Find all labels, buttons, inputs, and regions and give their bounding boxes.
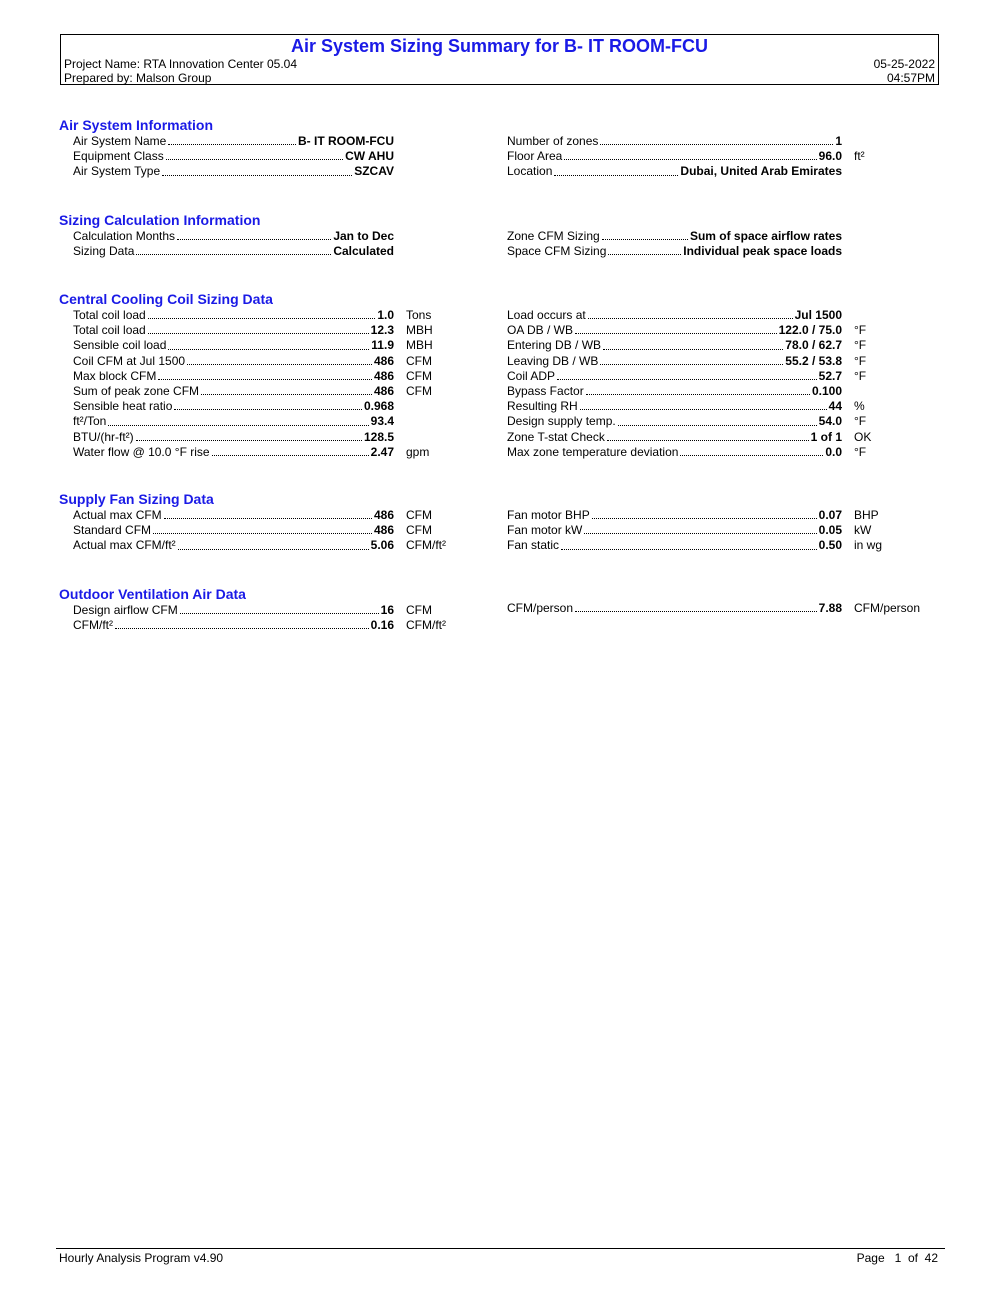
field-row [507,445,842,460]
unit: °F [854,368,867,383]
field-value: 78.0 / 62.7 [785,338,842,353]
field-label: Sum of peak zone CFM [73,383,200,398]
field-label: OA DB / WB [507,323,574,338]
field-value: B- IT ROOM-FCU [298,134,394,148]
field-value: 128.5 [363,429,394,444]
unit: CFM/person [854,601,921,615]
field-label: Air System Name [73,134,167,148]
cooling-coil-right-units [854,308,871,460]
leader-dots [680,454,823,456]
field-label: Standard CFM [73,523,152,538]
page-number: Page 1 of 42 [856,1251,938,1265]
unit: OK [854,429,872,444]
field-row [73,618,394,633]
unit: CFM [406,353,432,368]
field-value: 0.968 [363,399,394,414]
field-row [73,354,394,369]
field-row [507,601,842,616]
field-row [507,244,842,259]
leader-dots [212,454,369,456]
section-title-sizing-calc: Sizing Calculation Information [59,212,261,228]
field-label: Water flow @ 10.0 °F rise [73,444,210,459]
leader-dots [187,363,372,365]
field-row [73,338,394,353]
program-version: Hourly Analysis Program v4.90 [59,1251,224,1265]
field-value: 486 [373,383,394,398]
leader-dots [166,158,343,160]
field-row [507,414,842,429]
field-row [73,244,394,259]
outdoor-vent-left-units [406,603,446,633]
section-title-supply-fan: Supply Fan Sizing Data [59,491,214,507]
unit [406,430,433,445]
leader-dots [168,348,369,350]
field-label: Design supply temp. [507,414,616,429]
footer-divider [56,1248,945,1249]
leader-dots [564,158,816,160]
field-label: Max zone temperature deviation [507,444,679,459]
field-value: 0.100 [811,383,842,398]
leader-dots [148,332,369,334]
unit: CFM [406,523,432,538]
field-row [507,338,842,353]
cooling-coil-right [507,308,842,460]
field-label: CFM/ft² [73,618,113,633]
field-label: Calculation Months [73,229,176,243]
field-row [507,323,842,338]
field-row [507,134,842,149]
field-row [507,164,842,179]
field-label: Total coil load [73,308,146,322]
unit: % [854,399,865,414]
field-value: 7.88 [818,601,842,615]
field-value: 1 of 1 [810,429,842,444]
field-value: Sum of space airflow rates [689,229,842,243]
field-value: 11.9 [371,338,394,353]
field-label: Air System Type [73,164,161,179]
field-row [507,354,842,369]
air-system-right-units [854,134,865,180]
field-label: Design airflow CFM [73,603,178,617]
leader-dots [115,627,369,629]
leader-dots [136,253,331,255]
field-value: 44 [828,399,842,414]
unit: gpm [406,444,430,459]
leader-dots [162,174,352,176]
field-row [507,508,842,523]
field-label: Zone T-stat Check [507,429,605,444]
field-label: Total coil load [73,323,146,338]
report-time: 04:57PM [886,71,935,85]
leader-dots [158,378,372,380]
air-system-left [73,134,394,180]
field-row [73,399,394,414]
report-header [60,34,939,85]
field-row [73,414,394,429]
field-value: 122.0 / 75.0 [778,323,842,338]
leader-dots [153,532,372,534]
leader-dots [136,439,362,441]
field-label: Zone CFM Sizing [507,229,600,243]
field-label: Resulting RH [507,399,578,414]
unit: ft² [854,149,865,164]
leader-dots [607,439,809,441]
field-value: 486 [373,368,394,383]
leader-dots [108,424,368,426]
unit: CFM [406,508,432,522]
field-row [73,538,394,553]
outdoor-vent-right-units [854,601,920,616]
leader-dots [586,393,810,395]
field-value: 1.0 [377,308,394,322]
report-date: 05-25-2022 [873,57,935,71]
field-value: CW AHU [345,149,394,164]
leader-dots [580,408,827,410]
field-label: Sensible coil load [73,338,167,353]
field-label: Fan motor kW [507,523,583,538]
field-label: BTU/(hr-ft²) [73,429,134,444]
field-label: Sensible heat ratio [73,399,173,414]
field-label: Fan static [507,538,560,553]
field-label: Equipment Class [73,149,164,164]
field-label: ft²/Ton [73,414,107,429]
supply-fan-right [507,508,842,554]
cooling-coil-left [73,308,394,460]
field-value: 0.05 [818,523,842,538]
unit: in wg [854,538,883,553]
leader-dots [588,317,793,319]
field-row [507,229,842,244]
field-row [73,445,394,460]
field-label: Max block CFM [73,368,157,383]
unit: CFM [406,383,432,398]
leader-dots [603,348,783,350]
field-row [73,149,394,164]
field-row [73,384,394,399]
leader-dots [600,363,783,365]
report-title: Air System Sizing Summary for B- IT ROOM-FCU [290,36,709,56]
field-label: Bypass Factor [507,383,584,398]
unit: MBH [406,323,433,338]
field-value: 2.47 [370,444,394,459]
section-title-air-system: Air System Information [59,117,214,133]
leader-dots [178,548,369,550]
unit: °F [854,353,867,368]
unit: CFM [406,368,432,383]
field-row [73,229,394,244]
leader-dots [561,548,817,550]
field-value: Calculated [333,244,394,259]
leader-dots [592,517,817,519]
field-value: 1 [835,134,842,148]
field-row [73,369,394,384]
unit: kW [854,523,872,538]
field-value: 0.0 [825,444,842,459]
field-value: 5.06 [370,538,394,553]
field-row [73,430,394,445]
outdoor-vent-right [507,601,842,616]
field-row [507,308,842,323]
unit: °F [854,323,867,338]
field-row [507,538,842,553]
field-label: Fan motor BHP [507,508,590,522]
leader-dots [584,532,816,534]
section-title-outdoor-vent: Outdoor Ventilation Air Data [59,586,246,602]
field-value: 52.7 [818,368,842,383]
unit: °F [854,414,867,429]
unit [406,414,433,429]
sizing-calc-right [507,229,842,259]
unit: BHP [854,508,879,522]
field-value: 55.2 / 53.8 [785,353,842,368]
field-value: 0.50 [818,538,842,553]
project-name: Project Name: RTA Innovation Center 05.04 [64,57,298,71]
field-row [507,149,842,164]
leader-dots [201,393,372,395]
field-label: Number of zones [507,134,599,148]
field-label: Sizing Data [73,244,135,259]
field-row [73,508,394,523]
field-value: 0.16 [370,618,394,633]
leader-dots [557,378,817,380]
field-label: Entering DB / WB [507,338,602,353]
unit: CFM/ft² [406,538,446,553]
field-value: 12.3 [370,323,394,338]
cooling-coil-left-units [406,308,433,460]
field-row [507,384,842,399]
field-value: 0.07 [818,508,842,522]
field-value: Dubai, United Arab Emirates [680,164,842,179]
leader-dots [177,238,331,240]
unit: CFM/ft² [406,618,446,633]
unit: MBH [406,338,433,353]
field-label: Location [507,164,553,179]
field-row [73,323,394,338]
field-value: 486 [373,508,394,522]
leader-dots [618,424,817,426]
field-row [73,523,394,538]
unit: °F [854,444,867,459]
unit: Tons [406,308,432,322]
unit: CFM [406,603,432,617]
field-value: 16 [380,603,394,617]
sizing-calc-left [73,229,394,259]
field-value: Individual peak space loads [683,244,842,259]
unit: °F [854,338,867,353]
field-row [507,369,842,384]
field-value: 54.0 [818,414,842,429]
unit [854,164,865,179]
field-label: CFM/person [507,601,574,615]
leader-dots [575,332,777,334]
field-row [507,399,842,414]
supply-fan-right-units [854,508,882,554]
leader-dots [602,238,688,240]
field-row [507,523,842,538]
field-label: Actual max CFM/ft² [73,538,176,553]
unit [854,134,865,149]
leader-dots [554,174,678,176]
field-label: Load occurs at [507,308,586,322]
field-value: Jul 1500 [794,308,842,322]
field-row [73,603,394,618]
outdoor-vent-left [73,603,394,633]
field-value: 96.0 [818,149,842,164]
unit [854,308,871,323]
field-label: Floor Area [507,149,563,164]
air-system-right [507,134,842,180]
field-label: Coil ADP [507,368,556,383]
leader-dots [575,610,817,612]
field-row [507,430,842,445]
leader-dots [180,612,379,614]
field-label: Coil CFM at Jul 1500 [73,353,186,368]
leader-dots [174,408,362,410]
field-row [73,134,394,149]
field-value: SZCAV [354,164,394,179]
field-value: Jan to Dec [333,229,394,243]
field-value: 486 [373,523,394,538]
field-row [73,308,394,323]
field-value: 93.4 [370,414,394,429]
field-label: Leaving DB / WB [507,353,599,368]
field-row [73,164,394,179]
prepared-by: Prepared by: Malson Group [64,71,212,85]
field-label: Actual max CFM [73,508,162,522]
leader-dots [600,143,833,145]
supply-fan-left [73,508,394,554]
section-title-cooling-coil: Central Cooling Coil Sizing Data [59,291,273,307]
leader-dots [164,517,372,519]
field-value: 486 [373,353,394,368]
leader-dots [168,143,296,145]
field-label: Space CFM Sizing [507,244,607,259]
leader-dots [608,253,681,255]
unit [854,384,871,399]
leader-dots [148,317,376,319]
supply-fan-left-units [406,508,446,554]
unit [406,399,433,414]
